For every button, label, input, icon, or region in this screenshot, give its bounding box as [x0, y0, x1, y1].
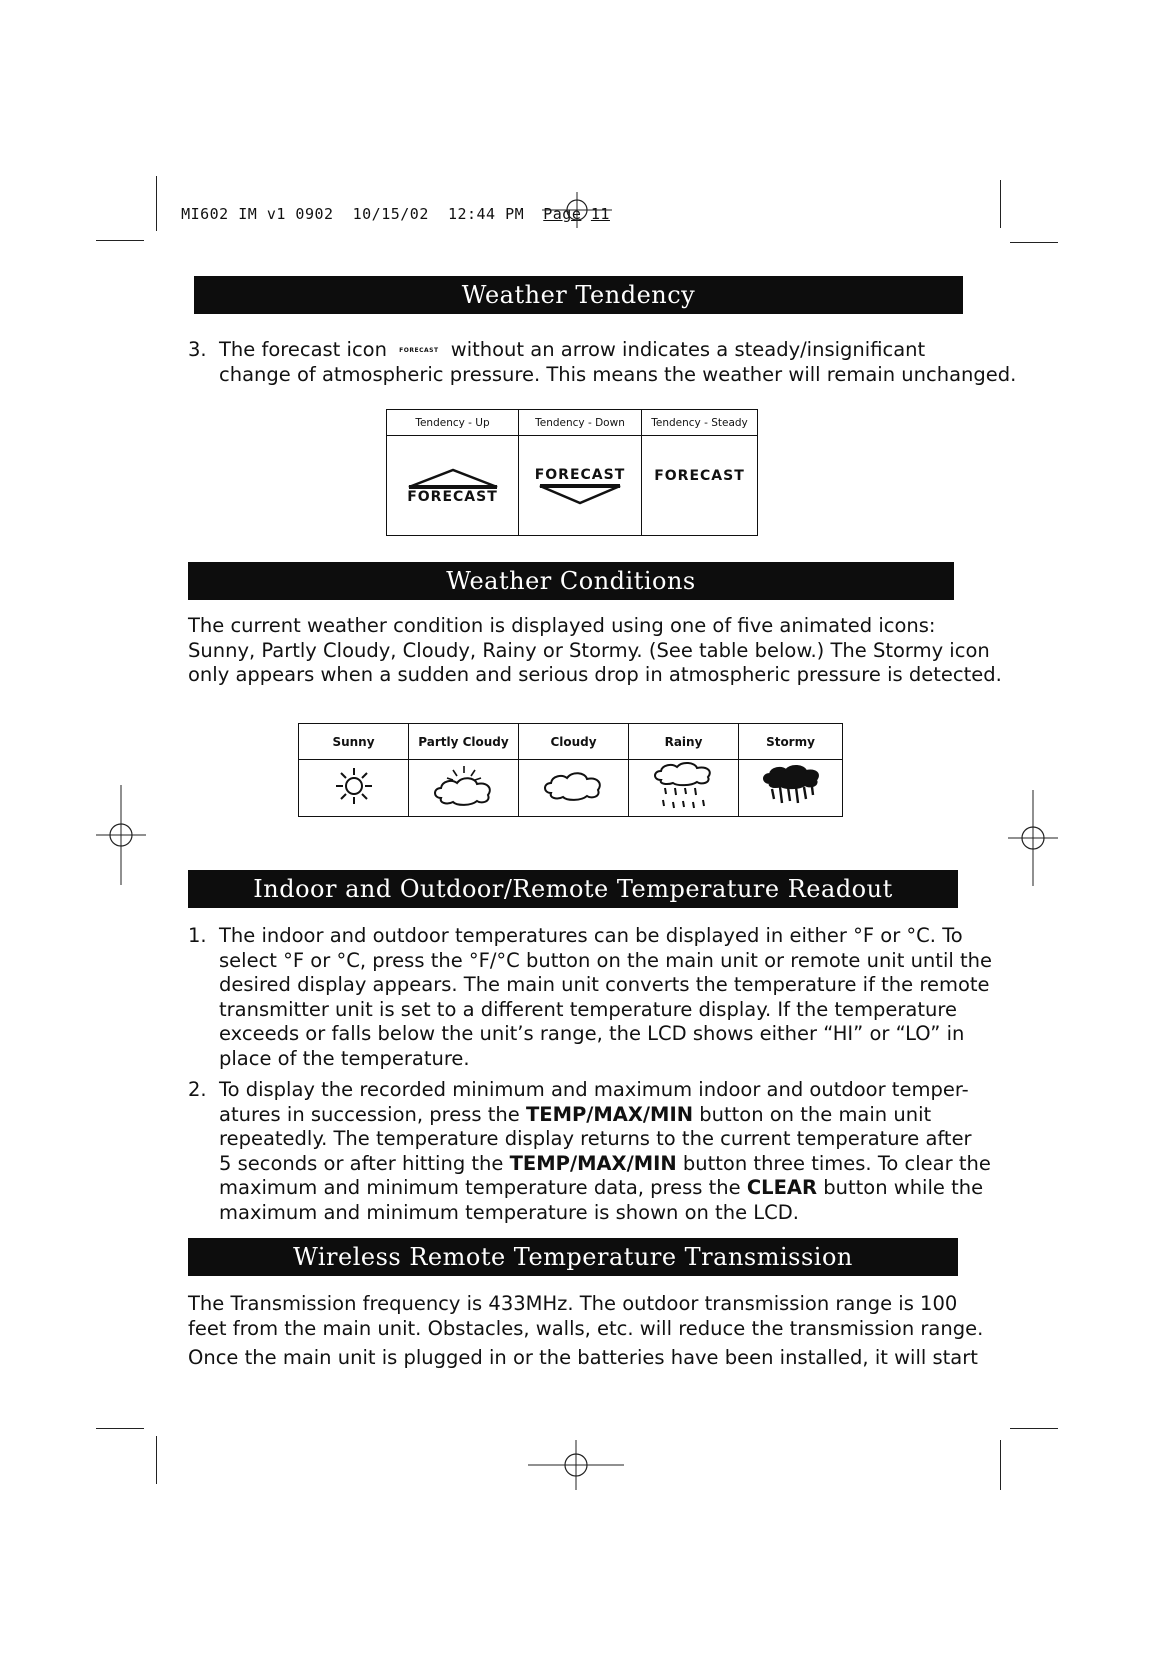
forecast-label: FORECAST: [534, 466, 626, 483]
section-title: Weather Tendency: [461, 281, 696, 309]
crop-mark: [96, 1428, 144, 1429]
section-title: Wireless Remote Temperature Transmission: [293, 1243, 853, 1271]
crop-mark: [1000, 1440, 1001, 1490]
list-number: 1.: [188, 924, 207, 947]
list-number: 2.: [188, 1078, 207, 1101]
tendency-item: [188, 338, 1017, 390]
sun-icon: [334, 766, 374, 806]
sunny-cell: [299, 760, 409, 817]
button-name: TEMP/MAX/MIN: [509, 1151, 677, 1175]
table-header: Tendency - Down: [519, 410, 642, 436]
partly-cloudy-cell: [409, 760, 519, 817]
table-header: Rainy: [629, 724, 739, 760]
wireless-paragraph: The Transmission frequency is 433MHz. The outdoor transmission range is 100 feet from the main unit. Obstacles, walls, etc. will reduce the transmission range. Once the main unit is plugged in or the batteries have been installed, it will start: [188, 1292, 984, 1369]
button-name: CLEAR: [746, 1176, 818, 1199]
section-header-temperature-readout: [188, 870, 958, 908]
forecast-label: FORECAST: [654, 467, 745, 484]
crop-mark: [1010, 242, 1058, 243]
slug-page-word: Page: [543, 205, 582, 223]
temperature-item-2: [188, 1078, 991, 1228]
crop-mark: [156, 176, 157, 231]
rain-icon: [651, 760, 717, 812]
table-header: Partly Cloudy: [409, 724, 519, 760]
registration-mark-icon: [528, 1440, 624, 1490]
section-title: Weather Conditions: [446, 567, 696, 595]
forecast-label: FORECAST: [407, 488, 498, 505]
table-header: Cloudy: [519, 724, 629, 760]
registration-mark-icon: [1008, 790, 1058, 890]
registration-mark-icon: [542, 190, 612, 230]
registration-mark-icon: [96, 785, 146, 885]
tendency-table: [386, 409, 758, 536]
arrow-up-icon: [403, 467, 503, 489]
section-header-weather-conditions: [188, 562, 954, 600]
cloudy-cell: [519, 760, 629, 817]
arrow-down-icon: [535, 483, 625, 505]
conditions-table: [298, 723, 843, 817]
partly-cloudy-icon: [431, 764, 497, 808]
cloud-icon: [541, 769, 607, 803]
section-title: Indoor and Outdoor/Remote Temperature Readout: [253, 875, 893, 903]
crop-mark: [156, 1436, 157, 1484]
table-header: Stormy: [739, 724, 843, 760]
crop-mark: [96, 240, 144, 241]
tendency-up-cell: [387, 436, 519, 536]
tendency-text-line2: change of atmospheric pressure. This means the weather will remain unchanged.: [219, 362, 1017, 386]
crop-mark: [1010, 1428, 1058, 1429]
slug-time: 12:44 PM: [447, 205, 525, 223]
section-header-wireless-transmission: [188, 1238, 958, 1276]
slug-date: 10/15/02: [352, 205, 429, 223]
list-number: 3.: [188, 338, 207, 361]
tendency-text: The forecast icon $^{FORECAST}$ without an arrow indicates a steady/insignificant: [219, 338, 926, 361]
tendency-down-cell: [519, 436, 642, 536]
storm-icon: [760, 763, 822, 809]
conditions-paragraph: The current weather condition is displayed using one of five animated icons: Sunny, Partly Cloudy, Cloudy, Rainy or Stormy. (See table below.) The Stormy icon only appears when a sudden and serious drop in atmospheric pressure is detected.: [188, 614, 1002, 686]
tendency-steady-cell: [642, 436, 758, 536]
rainy-cell: [629, 760, 739, 817]
table-header: Tendency - Up: [387, 410, 519, 436]
table-header: Sunny: [299, 724, 409, 760]
temperature-item-1: [188, 924, 992, 1074]
inline-forecast-icon: FORECAST: [399, 347, 439, 354]
button-name: TEMP/MAX/MIN: [525, 1102, 694, 1126]
stormy-cell: [739, 760, 843, 817]
crop-mark: [1000, 180, 1001, 228]
temperature-item-1-text: The indoor and outdoor temperatures can be displayed in either °F or °C. To select °F or °C, press the °F/°C button on the main unit or remote unit until the desired display appears. The main unit converts the temperature if the remote transmitter unit is set to a different temperature display. If the temperature exceeds or falls below the unit’s range, the LCD shows either “HI” or “LO” in place of the temperature.: [219, 924, 992, 1070]
slug-page-number: 11: [590, 205, 610, 223]
temperature-item-2-text: To display the recorded minimum and maximum indoor and outdoor temper- atures in succession, press the TEMP/MAX/MIN button on the main unit repeatedly. The temperature display returns to the current temperature after 5 seconds or after hitting the TEMP/MAX/MIN button three times. To clear the maximum and minimum temperature data, press the CLEAR button while the maximum and minimum temperature is shown on the LCD.: [219, 1078, 991, 1224]
slug-code: MI602 IM v1 0902: [181, 205, 334, 223]
section-header-weather-tendency: [194, 276, 963, 314]
table-header: Tendency - Steady: [642, 410, 758, 436]
